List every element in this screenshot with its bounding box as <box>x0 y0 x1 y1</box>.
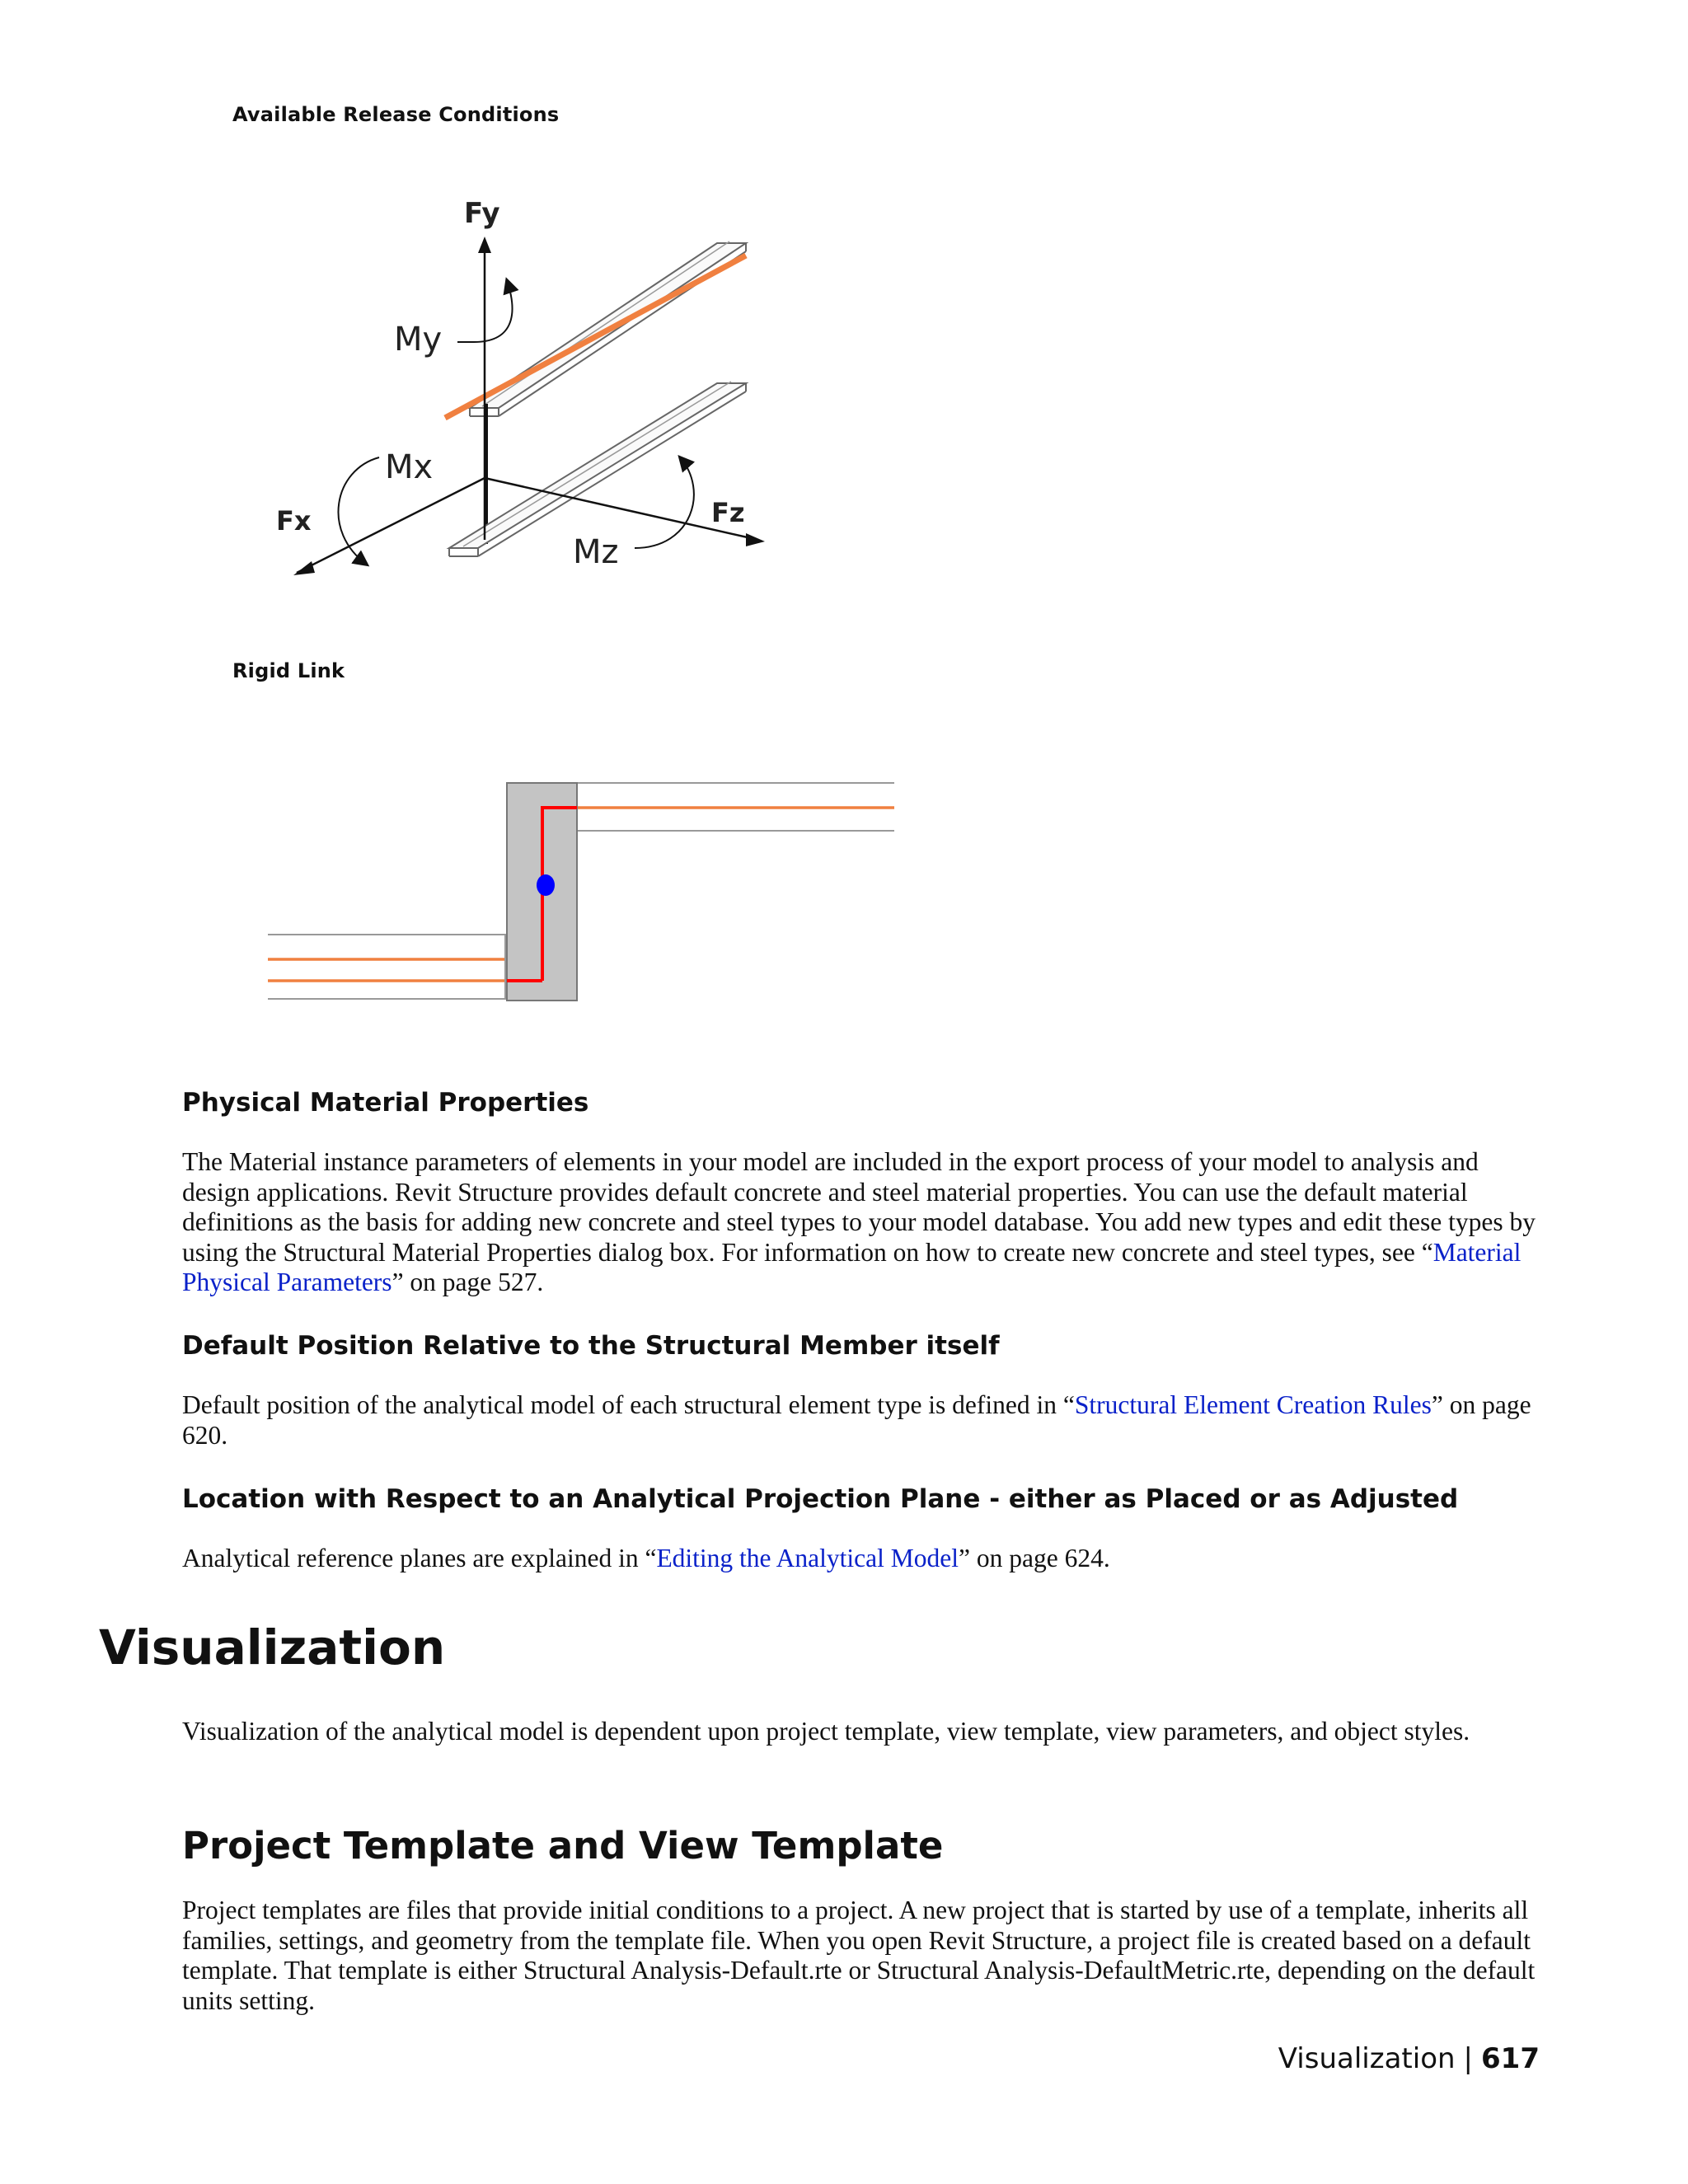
footer-section-title: Visualization <box>1278 2042 1456 2075</box>
fy-arrow-icon <box>478 237 491 253</box>
paragraph-location-projection: Analytical reference planes are explained in “Editing the Analytical Model” on page 624. <box>182 1544 1110 1572</box>
rigid-link-diagram <box>268 709 903 1022</box>
label-mz: Mz <box>573 533 619 571</box>
heading-physical-material-properties: Physical Material Properties <box>182 1088 589 1118</box>
heading-visualization: Visualization <box>99 1619 446 1675</box>
label-fy: Fy <box>464 197 500 230</box>
analytical-node <box>537 874 555 896</box>
link-material-physical-parameters[interactable]: Material Physical Parameters <box>182 1237 1522 1296</box>
label-fz: Fz <box>711 497 745 528</box>
heading-location-projection: Location with Respect to an Analytical Projection Plane - either as Placed or as Adjusted <box>182 1484 1459 1514</box>
footer-separator: | <box>1463 2042 1474 2075</box>
link-structural-element-creation-rules[interactable]: Structural Element Creation Rules <box>1074 1390 1432 1419</box>
page-footer <box>1278 2042 1540 2075</box>
heading-default-position: Default Position Relative to the Structural Member itself <box>182 1331 1000 1361</box>
release-conditions-diagram <box>272 185 783 589</box>
label-fx: Fx <box>276 505 312 537</box>
paragraph-physical-material: The Material instance parameters of elements in your model are included in the export process of your model to analysis and design applications. Revit Structure provides default concrete and steel material properties. You can use the default material definitions as the basis for adding new concrete and steel types to your model database. You add new types and edit these types by using the Structural Material Properties dialog box. For information on how to create new concrete and steel types, see “Material Physical Parameters” on page 527. <box>182 1147 1536 1296</box>
fx-arrow-icon <box>293 561 315 575</box>
figure-caption-rigid-link: Rigid Link <box>232 659 345 682</box>
paragraph-project-template: Project templates are files that provide initial conditions to a project. A new project that is started by use of a template, inherits all families, settings, and geometry from the template file. When you open Revit Structure, a project file is created based on a default template. That template is either Structural Analysis-Default.rte or Structural Analysis-DefaultMetric.rte, depending on the default units setting. <box>182 1896 1536 2015</box>
label-mx: Mx <box>385 448 434 486</box>
label-my: My <box>394 321 443 359</box>
fz-arrow-icon <box>746 533 765 546</box>
paragraph-visualization: Visualization of the analytical model is dependent upon project template, view template, view parameters, and object styles. <box>182 1717 1470 1746</box>
link-editing-analytical-model[interactable]: Editing the Analytical Model <box>656 1544 959 1572</box>
figure-caption-release-conditions: Available Release Conditions <box>232 103 560 126</box>
page-number: 617 <box>1481 2042 1540 2075</box>
heading-project-template: Project Template and View Template <box>182 1824 944 1868</box>
paragraph-default-position: Default position of the analytical model of each structural element type is defined in “Structural Element Creation Rules” on page 620. <box>182 1390 1531 1450</box>
